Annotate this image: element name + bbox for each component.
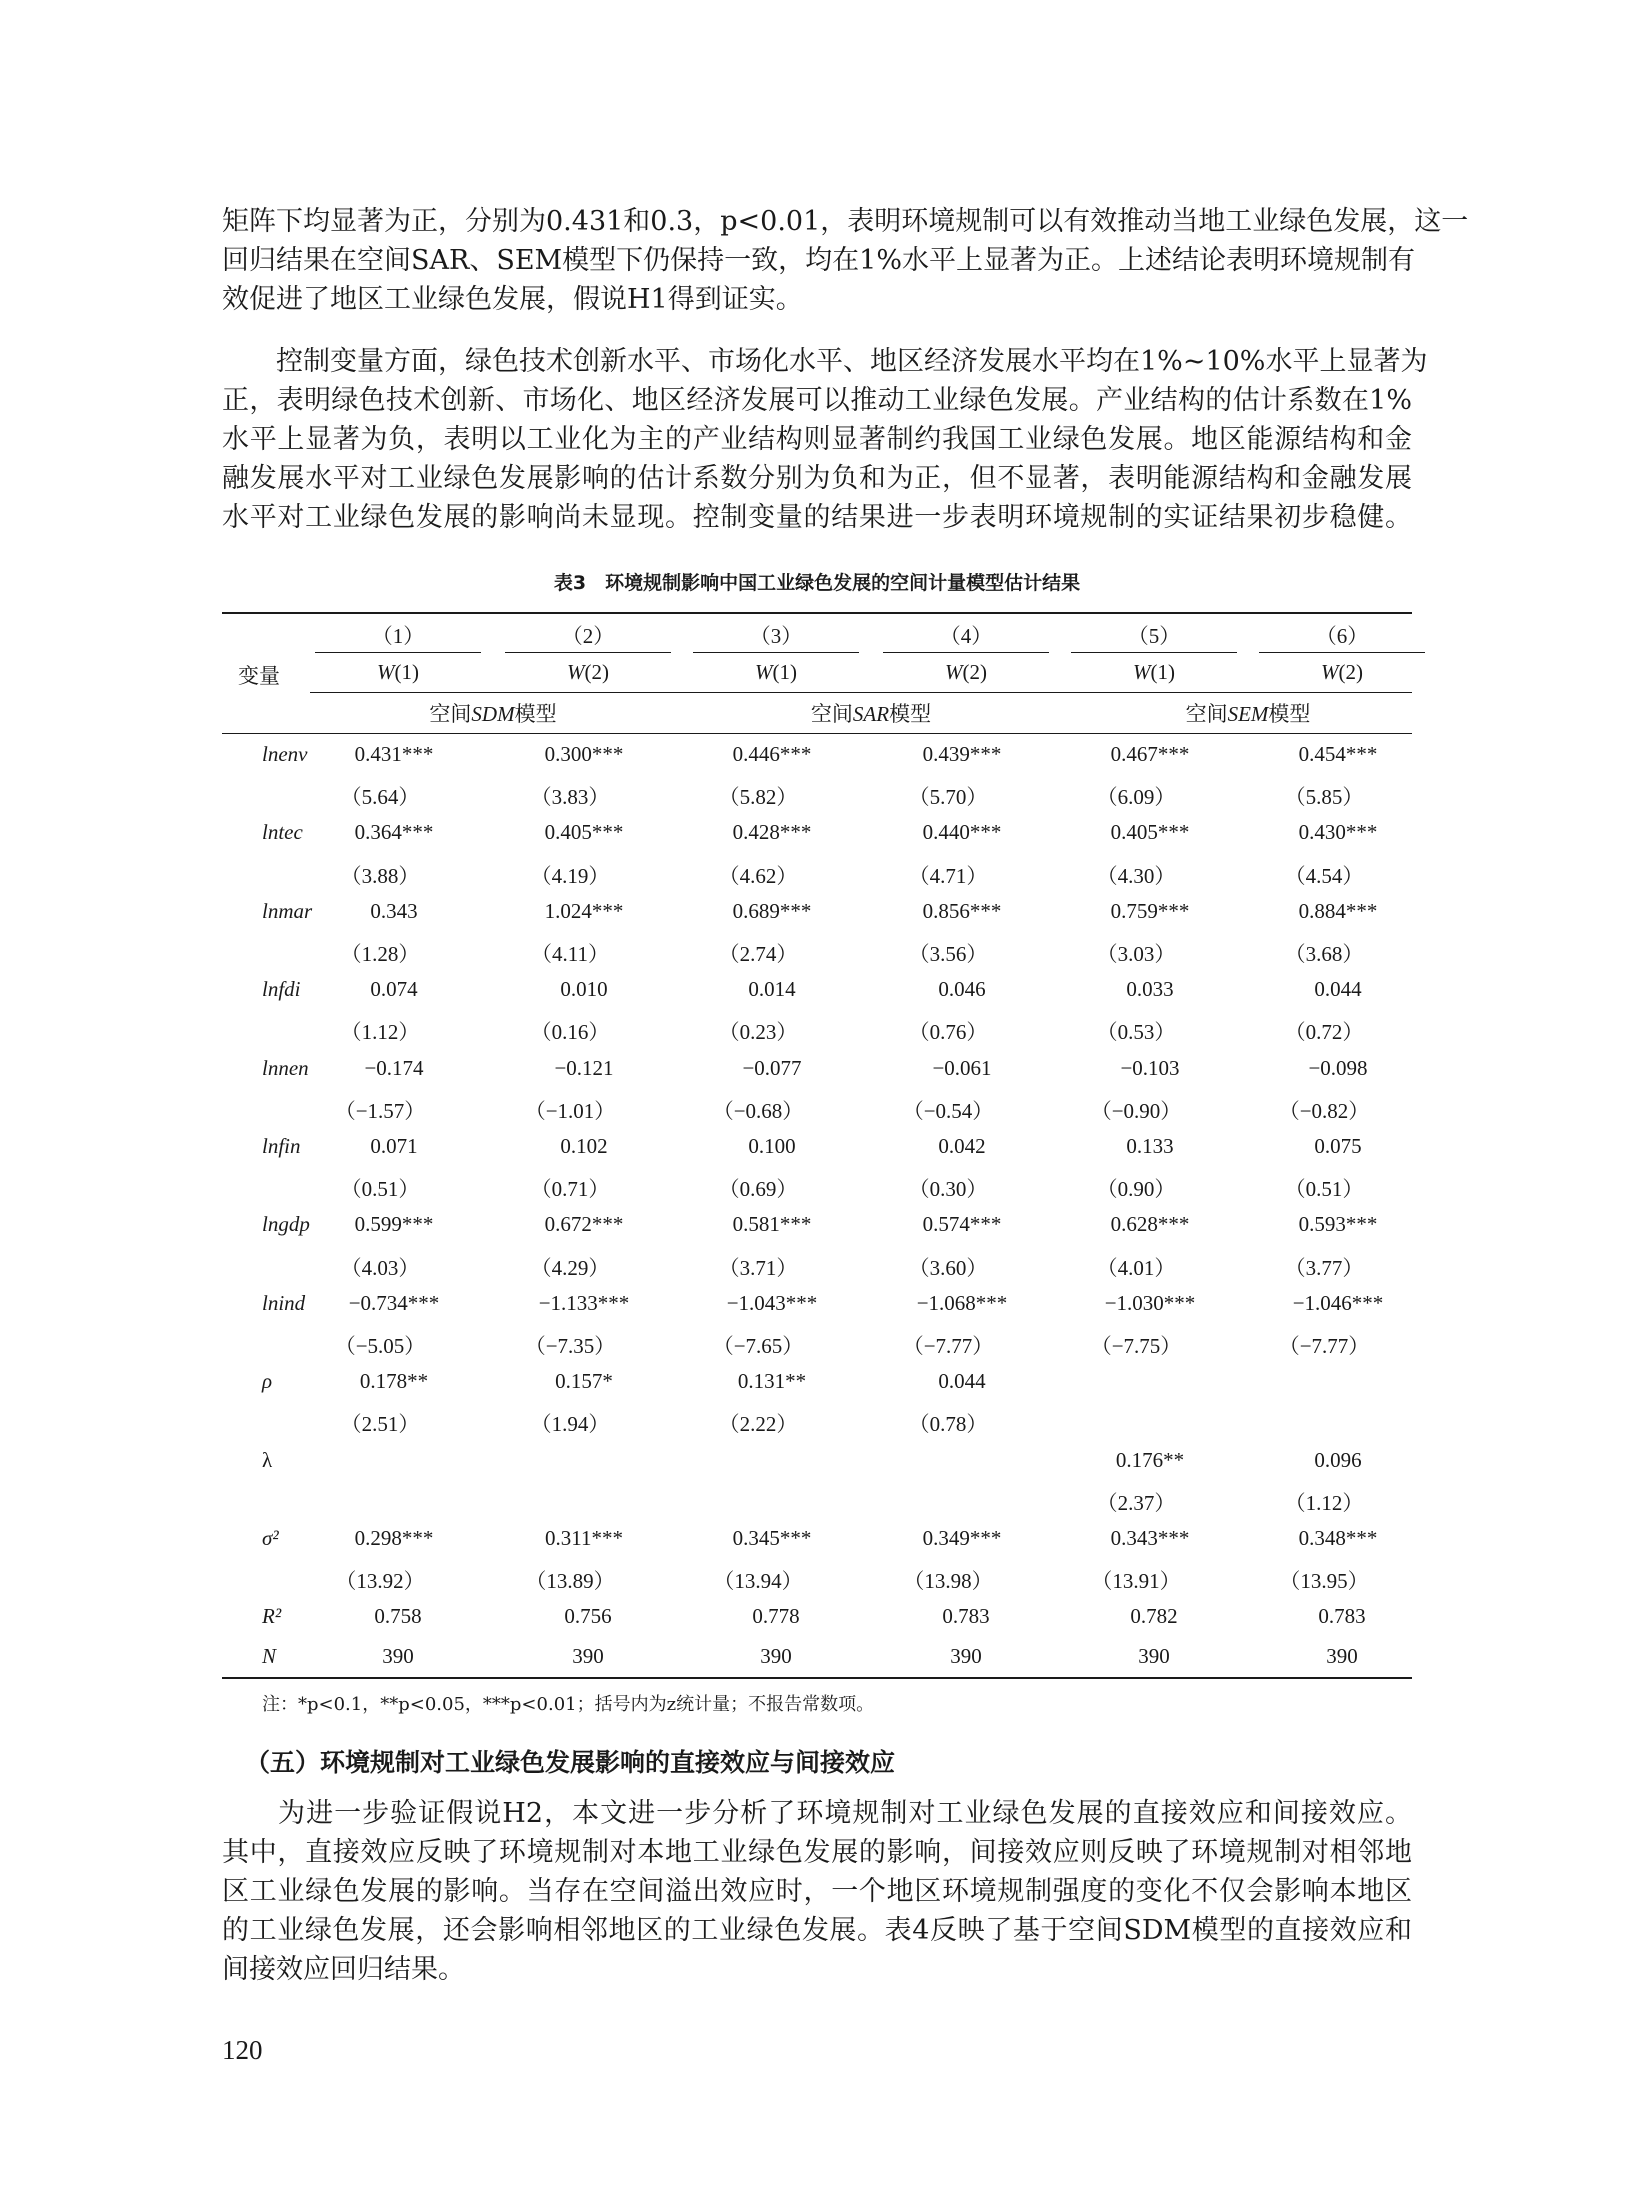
coefficient: 0.672*** [544,1212,624,1237]
z-statistic: （4.03） [340,1255,420,1280]
coefficient: −1.068*** [916,1290,1008,1315]
table-note: 注：*p<0.1，**p<0.05，***p<0.01；括号内为z统计量；不报告常数项。 [262,1694,875,1715]
r-squared-label: R² [262,1604,282,1629]
table-top-rule [222,612,1412,614]
z-statistic: （5.64） [340,785,420,810]
coefficient: −1.030*** [1104,1290,1196,1315]
column-number: （1） [371,624,425,648]
weight-matrix-label: W(1) [377,660,419,684]
z-statistic: （0.30） [908,1177,988,1202]
z-statistic: （0.71） [530,1177,610,1202]
z-statistic: （4.62） [718,863,798,888]
z-statistic: （1.28） [340,942,420,966]
coefficient: 0.884*** [1298,898,1378,923]
z-statistic: （5.85） [1284,785,1364,810]
text-line: 正，表明绿色技术创新、市场化、地区经济发展可以推动工业绿色发展。产业结构的估计系数在1% [222,385,1412,416]
column-subrule [693,652,859,653]
z-statistic: （0.69） [718,1177,798,1202]
coefficient: 0.102 [560,1134,608,1158]
text-line: 效促进了地区工业绿色发展，假说H1得到证实。 [222,284,803,315]
z-statistic: （4.19） [530,863,610,888]
coefficient: −1.046*** [1292,1290,1384,1315]
column-number: （4） [939,624,993,648]
z-statistic: （−7.35） [524,1334,616,1358]
coefficient: 0.014 [748,977,796,1002]
coefficient: 0.133 [1126,1134,1174,1158]
variable-name: lngdp [262,1212,310,1237]
text-line: 间接效应回归结果。 [222,1954,465,1985]
weight-matrix-label: W(2) [567,660,609,684]
n-value: 390 [572,1643,604,1668]
column-subrule [1071,652,1237,653]
model-group-label: 空间SAR模型 [810,702,932,726]
r-squared-value: 0.783 [942,1604,990,1629]
coefficient: 0.349*** [922,1526,1002,1550]
paragraph-control-variables [222,342,1428,537]
coefficient: 0.405*** [1110,820,1190,845]
coefficient: 0.071 [370,1134,418,1158]
coefficient: 0.581*** [732,1212,812,1237]
coefficient: 0.467*** [1110,742,1190,766]
model-group-label: 空间SEM模型 [1185,702,1311,726]
coefficient: 0.131** [737,1369,807,1394]
z-statistic: （4.30） [1096,863,1176,888]
variable-name: lnind [262,1290,306,1315]
column-number: （3） [749,624,803,648]
coefficient: 0.431*** [354,742,434,766]
coefficient: 0.689*** [732,898,812,923]
text-line: 融发展水平对工业绿色发展影响的估计系数分别为负和为正，但不显著，表明能源结构和金融发展 [222,463,1412,494]
z-statistic: （0.76） [908,1020,988,1045]
coefficient: 0.176** [1115,1447,1185,1472]
column-subrule [315,652,481,653]
z-statistic: （4.11） [531,942,609,966]
coefficient: 0.178** [359,1369,429,1394]
column-subrule [883,652,1049,653]
coefficient: 0.759*** [1110,898,1190,923]
coefficient: 0.574*** [922,1212,1002,1237]
variable-name: lnnen [262,1055,309,1080]
z-statistic: （3.68） [1284,942,1364,966]
coefficient: 0.046 [938,977,986,1002]
weight-row-rule [310,692,1412,693]
r-squared-value: 0.778 [752,1604,800,1629]
paragraph-direct-indirect [222,1794,1412,1989]
z-statistic: （13.94） [713,1569,803,1594]
coefficient: 0.096 [1314,1447,1362,1472]
z-statistic: （3.60） [908,1255,988,1280]
r-squared-value: 0.782 [1130,1604,1178,1629]
coefficient: −0.174 [364,1055,424,1080]
z-statistic: （−0.90） [1090,1098,1182,1123]
page-number: 120 [222,2035,263,2065]
z-statistic: （4.01） [1096,1255,1176,1280]
weight-matrix-label: W(1) [755,660,797,684]
z-statistic: （13.89） [525,1569,615,1594]
coefficient: −0.098 [1308,1055,1368,1080]
z-statistic: （−5.05） [334,1334,426,1358]
variable-name: lntec [262,820,303,845]
text-line: 控制变量方面，绿色技术创新水平、市场化水平、地区经济发展水平均在1%~10%水平上显著为 [222,346,1428,377]
coefficient: −0.103 [1120,1055,1180,1080]
variable-name: lnfin [262,1134,301,1158]
z-statistic: （−7.77） [902,1334,994,1358]
z-statistic: （0.16） [530,1020,610,1045]
coefficient: 0.856*** [922,898,1002,923]
text-line: 回归结果在空间SAR、SEM模型下仍保持一致，均在1%水平上显著为正。上述结论表明环境规制有 [222,245,1416,276]
coefficient: 0.599*** [354,1212,434,1237]
z-statistic: （0.23） [718,1020,798,1045]
z-statistic: （3.56） [908,942,988,966]
weight-matrix-label: W(2) [945,660,987,684]
variable-name: λ [262,1447,273,1472]
z-statistic: （13.91） [1091,1569,1181,1594]
coefficient: 0.430*** [1298,820,1378,845]
paragraph-intro [222,202,1469,319]
z-statistic: （6.09） [1096,785,1176,810]
variable-name: ρ [262,1369,273,1394]
n-value: 390 [760,1643,792,1668]
coefficient: 0.044 [938,1369,986,1394]
z-statistic: （13.92） [335,1569,425,1594]
coefficient: 0.074 [370,977,418,1002]
section-title: （五）环境规制对工业绿色发展影响的直接效应与间接效应 [245,1748,896,1777]
coefficient: 0.343 [370,898,418,923]
coefficient: 0.364*** [354,820,434,845]
z-statistic: （−1.01） [524,1098,616,1123]
coefficient: 0.440*** [922,820,1002,845]
z-statistic: （1.94） [530,1412,610,1437]
text-line: 矩阵下均显著为正，分别为0.431和0.3，p<0.01，表明环境规制可以有效推动当地工业绿色发展，这一 [222,206,1469,237]
model-group-label: 空间SDM模型 [429,702,557,726]
r-squared-value: 0.758 [374,1604,422,1629]
n-value: 390 [1326,1643,1358,1668]
coefficient: −0.077 [742,1055,802,1080]
z-statistic: （3.77） [1284,1255,1364,1280]
n-value: 390 [950,1643,982,1668]
z-statistic: （−1.57） [334,1098,426,1123]
z-statistic: （4.29） [530,1255,610,1280]
z-statistic: （3.88） [340,863,420,888]
coefficient: 0.042 [938,1134,986,1158]
coefficient: 0.157* [555,1369,613,1394]
coefficient: 0.044 [1314,977,1362,1002]
coefficient: 0.300*** [544,742,624,766]
coefficient: 1.024*** [544,898,624,923]
r-squared-value: 0.756 [564,1604,612,1629]
coefficient: 0.439*** [922,742,1002,766]
weight-matrix-label: W(1) [1133,660,1175,684]
z-statistic: （1.12） [1284,1490,1364,1515]
z-statistic: （3.71） [718,1255,798,1280]
z-statistic: （0.72） [1284,1020,1364,1045]
z-statistic: （13.98） [903,1569,993,1594]
z-statistic: （3.83） [530,785,610,810]
z-statistic: （4.71） [908,863,988,888]
z-statistic: （2.22） [718,1412,798,1437]
z-statistic: （0.53） [1096,1020,1176,1045]
text-line: 水平上显著为负，表明以工业化为主的产业结构则显著制约我国工业绿色发展。地区能源结构和金 [222,424,1412,455]
z-statistic: （−7.65） [712,1334,804,1358]
z-statistic: （3.03） [1096,942,1176,966]
coefficient: −0.734*** [348,1290,440,1315]
coefficient: −0.121 [554,1055,614,1080]
column-number: （2） [561,624,615,648]
coefficient: 0.593*** [1298,1212,1378,1237]
z-statistic: （−0.68） [712,1098,804,1123]
coefficient: −0.061 [932,1055,992,1080]
n-label: N [262,1643,277,1668]
table-header-rule [222,733,1412,734]
coefficient: 0.075 [1314,1134,1362,1158]
r-squared-value: 0.783 [1318,1604,1366,1629]
z-statistic: （13.95） [1279,1569,1369,1594]
z-statistic: （−0.54） [902,1098,994,1123]
coefficient: 0.345*** [732,1526,812,1550]
z-statistic: （−7.77） [1278,1334,1370,1358]
column-subrule [1259,652,1425,653]
text-line: 其中，直接效应反映了环境规制对本地工业绿色发展的影响，间接效应则反映了环境规制对相邻地 [222,1837,1412,1868]
coefficient: 0.311*** [545,1526,623,1550]
coefficient: 0.343*** [1110,1526,1190,1550]
coefficient: 0.628*** [1110,1212,1190,1237]
coefficient: 0.405*** [544,820,624,845]
variable-header: 变量 [238,664,280,688]
coefficient: 0.348*** [1298,1526,1378,1550]
z-statistic: （0.51） [1284,1177,1364,1202]
coefficient: 0.454*** [1298,742,1378,766]
variable-name: lnfdi [262,977,301,1002]
text-line: 水平对工业绿色发展的影响尚未显现。控制变量的结果进一步表明环境规制的实证结果初步稳健。 [222,502,1412,533]
z-statistic: （5.70） [908,785,988,810]
z-statistic: （2.37） [1096,1490,1176,1515]
z-statistic: （5.82） [718,785,798,810]
variable-name: lnenv [262,742,308,766]
z-statistic: （1.12） [340,1020,420,1045]
coefficient: 0.100 [748,1134,796,1158]
n-value: 390 [382,1643,414,1668]
z-statistic: （4.54） [1284,863,1364,888]
n-value: 390 [1138,1643,1170,1668]
coefficient: 0.298*** [354,1526,434,1550]
z-statistic: （0.78） [908,1412,988,1437]
column-subrule [505,652,671,653]
z-statistic: （−0.82） [1278,1098,1370,1123]
text-line: 的工业绿色发展，还会影响相邻地区的工业绿色发展。表4反映了基于空间SDM模型的直接效应和 [222,1915,1412,1946]
z-statistic: （0.90） [1096,1177,1176,1202]
z-statistic: （2.74） [718,942,798,966]
coefficient: −1.133*** [538,1290,630,1315]
text-line: 为进一步验证假说H2，本文进一步分析了环境规制对工业绿色发展的直接效应和间接效应。 [222,1798,1412,1829]
table-caption: 表3 环境规制影响中国工业绿色发展的空间计量模型估计结果 [553,572,1081,594]
column-number: （6） [1315,624,1369,648]
weight-matrix-label: W(2) [1321,660,1363,684]
z-statistic: （0.51） [340,1177,420,1202]
text-line: 区工业绿色发展的影响。当存在空间溢出效应时，一个地区环境规制强度的变化不仅会影响本地区 [222,1876,1412,1907]
coefficient: −1.043*** [726,1290,818,1315]
z-statistic: （−7.75） [1090,1334,1182,1358]
variable-name: lnmar [262,898,313,923]
table-bottom-rule [222,1677,1412,1679]
coefficient: 0.010 [560,977,608,1002]
coefficient: 0.446*** [732,742,812,766]
coefficient: 0.428*** [732,820,812,845]
column-number: （5） [1127,624,1181,648]
z-statistic: （2.51） [340,1412,420,1437]
coefficient: 0.033 [1126,977,1174,1002]
variable-name: σ² [262,1526,279,1550]
